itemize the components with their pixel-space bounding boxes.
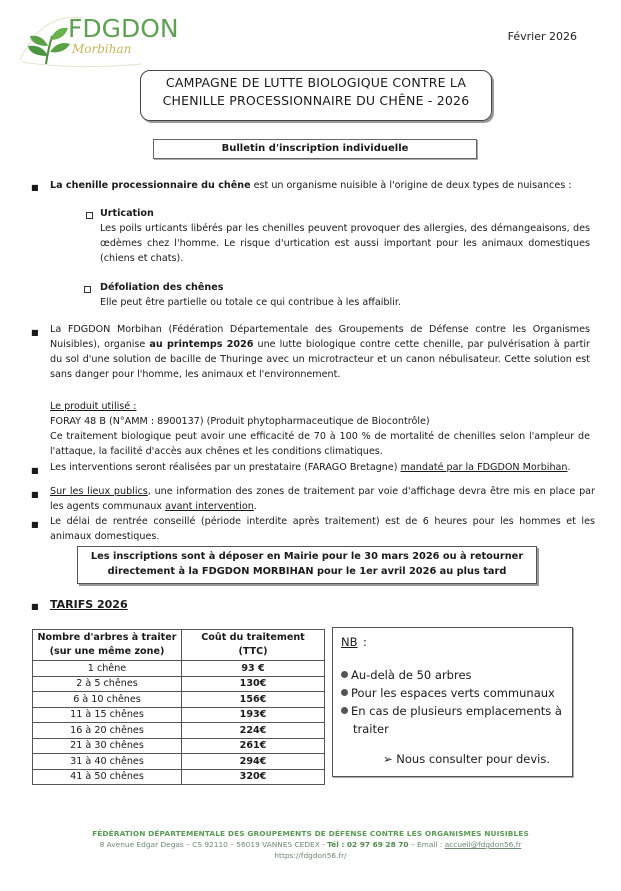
registration-notice — [77, 546, 537, 584]
nuisance-text: Elle peut être partielle ou totale ce qui contribue à les affaiblir. — [100, 297, 401, 308]
price-cell: 261€ — [182, 738, 325, 754]
tarifs-table — [32, 629, 325, 785]
nb-item — [341, 684, 555, 702]
price-cell: 294€ — [182, 754, 325, 770]
nuisance-text: Les poils urticants libérés par les chenilles peuvent provoquer des allergies, des démangeaisons, des œdèmes chez l'homme. Le risque d'urtication est aussi important pour les animaux domestiques (chiens et chats). — [100, 223, 590, 264]
bullet-icon: ■ — [31, 328, 39, 337]
intro-paragraph — [50, 178, 590, 193]
price-cell: 224€ — [182, 723, 325, 739]
logo-subtitle: Morbihan — [72, 42, 132, 56]
nuisance-urtication — [100, 206, 590, 266]
checkbox-square-icon — [86, 212, 93, 219]
footer-address — [0, 840, 621, 849]
bullet-dot-icon — [341, 707, 348, 714]
bullet-text: . — [253, 501, 257, 512]
product-name: FORAY 48 B (N°AMM : 8900137) (Produit phytopharmaceutique de Biocontrôle) — [50, 416, 430, 427]
notice-line1: Les inscriptions sont à déposer en Mairie pour le 30 mars 2026 ou à retourner — [90, 551, 524, 562]
trees-cell: 16 à 20 chênes — [33, 723, 182, 739]
price-cell: 93 € — [182, 661, 325, 677]
bullet-text: Les interventions seront réalisées par un prestataire (FARAGO Bretagne) — [50, 462, 401, 473]
bullet-dot-icon — [341, 689, 348, 696]
trees-cell: 6 à 10 chênes — [33, 692, 182, 708]
nb-item — [341, 702, 562, 720]
bullet-dot-icon — [341, 671, 348, 678]
footer-website-link[interactable]: https://fdgdon56.fr/ — [274, 851, 347, 860]
header-trees-line2: (sur une même zone) — [49, 646, 165, 657]
fdgdon-paragraph — [50, 322, 590, 382]
trees-cell: 31 à 40 chênes — [33, 754, 182, 770]
nb-colon: : — [363, 635, 367, 649]
bullet-public-places — [50, 484, 595, 514]
nb-item-continuation: traiter — [353, 722, 389, 736]
footer-email-link[interactable]: accueil@fdgdon56.fr — [444, 840, 522, 849]
nb-advice: ➢ Nous consulter pour devis. — [383, 752, 550, 766]
table-row — [33, 707, 325, 723]
table-row — [33, 661, 325, 677]
nb-item-text: Au-delà de 50 arbres — [351, 668, 472, 682]
footer-phone: Tél : 02 97 69 28 70 — [327, 840, 409, 849]
nb-item-text: Pour les espaces verts communaux — [351, 686, 555, 700]
footer-organization: FÉDÉRATION DÉPARTEMENTALE DES GROUPEMENTS DE DÉFENSE CONTRE LES ORGANISMES NUISIBLES — [92, 829, 529, 838]
price-cell: 193€ — [182, 707, 325, 723]
nuisance-title: Urtication — [100, 208, 154, 219]
bullet-underlined: avant intervention — [165, 501, 254, 512]
header-trees — [33, 630, 182, 661]
product-section — [50, 399, 590, 459]
footer-email-label: – Email : — [408, 840, 445, 849]
table-row — [33, 738, 325, 754]
logo-title: FDGDON — [68, 14, 179, 43]
product-label: Le produit utilisé : — [50, 401, 137, 412]
nuisance-defoliation — [100, 280, 590, 310]
notice-line2: directement à la FDGDON MORBIHAN pour le 1er avril 2026 au plus tard — [107, 566, 507, 577]
price-cell: 320€ — [182, 769, 325, 785]
nb-box — [332, 627, 573, 777]
table-row — [33, 754, 325, 770]
trees-cell: 11 à 15 chênes — [33, 707, 182, 723]
fdgdon-bold: au printemps 2026 — [149, 339, 254, 350]
table-row — [33, 723, 325, 739]
trees-cell: 2 à 5 chênes — [33, 676, 182, 692]
table-header-row — [33, 630, 325, 661]
fdgdon-text-2: une lutte biologique contre cette chenille, par pulvérisation à partir du sol d'une solution de bacille de Thuringe avec un microtracteur et un canon nébulisateur. Cette solution est sans danger pour l'homme, les animaux et l'environnement. — [50, 339, 590, 380]
campaign-title-line1: CAMPAGNE DE LUTTE BIOLOGIQUE CONTRE LA — [165, 75, 467, 90]
campaign-title-box — [140, 70, 492, 121]
table-row — [33, 769, 325, 785]
trees-cell: 1 chêne — [33, 661, 182, 677]
bullet-interventions — [50, 460, 595, 475]
intro-bold: La chenille processionnaire du chêne — [50, 180, 251, 191]
bullet-text: , une information des zones de traitement par voie d'affichage devra être mis en place par les agents communaux — [50, 486, 595, 512]
trees-cell: 21 à 30 chênes — [33, 738, 182, 754]
nuisance-title: Défoliation des chênes — [100, 282, 224, 293]
product-efficacy: Ce traitement biologique peut avoir une efficacité de 70 à 100 % de mortalité de chenilles selon l'ampleur de l'attaque, la facilité d'accès aux chênes et les conditions climatiques. — [50, 431, 590, 457]
intro-rest: est un organisme nuisible à l'origine de deux types de nuisances : — [250, 180, 572, 191]
bullet-icon: ■ — [31, 602, 39, 611]
table-row — [33, 676, 325, 692]
bullet-icon: ■ — [31, 466, 39, 475]
bulletin-heading: Bulletin d'inscription individuelle — [153, 139, 477, 159]
footer-address-text: 8 Avenue Edgar Degas – CS 92110 – 56019 VANNES CEDEX - — [99, 840, 328, 849]
bullet-underlined: mandaté par la FDGDON Morbihan — [400, 462, 568, 473]
tarifs-title: TARIFS 2026 — [50, 598, 128, 611]
trees-cell: 41 à 50 chênes — [33, 769, 182, 785]
bullet-icon: ■ — [31, 183, 39, 192]
fdgdon-text-1: La FDGDON Morbihan (Fédération Départementale des Groupements de Défense contre les Organismes Nuisibles), organise — [50, 324, 590, 350]
header-cost: Coût du traitement (TTC) — [182, 630, 325, 661]
header-trees-line1: Nombre d'arbres à traiter — [37, 632, 177, 643]
table-row — [33, 692, 325, 708]
nb-label: NB — [341, 635, 358, 649]
nb-item — [341, 666, 472, 684]
document-date: Février 2026 — [507, 30, 577, 43]
price-cell: 130€ — [182, 676, 325, 692]
checkbox-square-icon — [84, 286, 91, 293]
nb-item-text: En cas de plusieurs emplacements à — [351, 704, 562, 718]
bullet-reentry-delay: Le délai de rentrée conseillé (période interdite après traitement) est de 6 heures pour les hommes et les animaux domestiques. — [50, 516, 595, 542]
bullet-text: . — [567, 462, 571, 473]
price-cell: 156€ — [182, 692, 325, 708]
bullet-icon: ■ — [31, 490, 39, 499]
fdgdon-logo — [8, 8, 179, 64]
bullet-icon: ■ — [31, 520, 39, 529]
bullet-underlined: Sur les lieux publics — [50, 486, 148, 497]
campaign-title-line2: CHENILLE PROCESSIONNAIRE DU CHÊNE - 2026 — [162, 93, 470, 108]
